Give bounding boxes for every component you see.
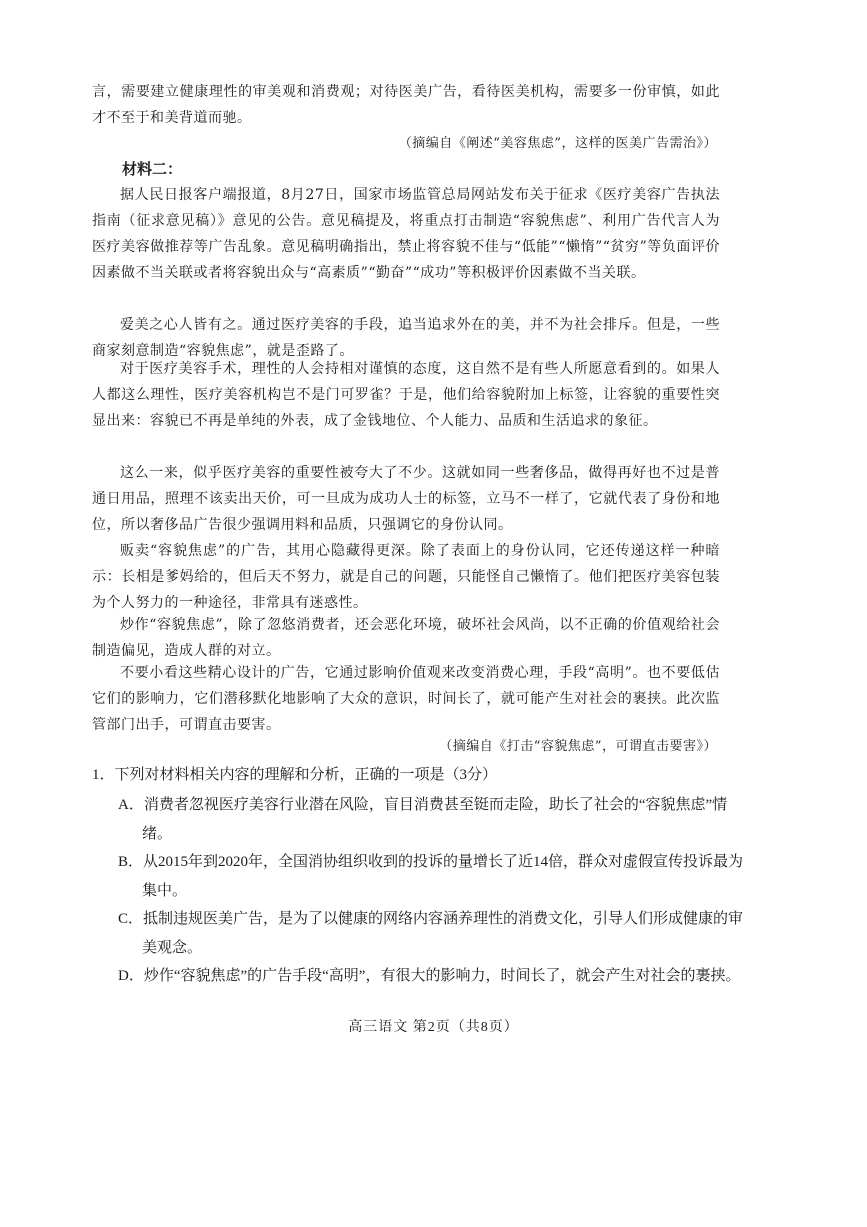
option-b: B．从2015年到2020年，全国消协组织收到的投诉的量增长了近14倍，群众对虚假宣传投诉最为集中。 xyxy=(118,854,744,899)
material2-paragraph: 这么一来，似乎医疗美容的重要性被夸大了不少。这就如同一些奢侈品，做得再好也不过是普通日用品，照理不该卖出天价，可一旦成为成功人士的标签，立马不一样了，它就代表了身份和地位，所以奢侈品广告很少强调用料和品质，只强调它的身份认同。 xyxy=(92,465,720,533)
material2-paragraph: 贩卖“容貌焦虑”的广告，其用心隐藏得更深。除了表面上的身份认同，它还传递这样一种暗示：长相是爹妈给的，但后天不努力，就是自己的问题，只能怪自己懒惰了。他们把医疗美容包装为个人努力的一种途径，非常具有迷惑性。 xyxy=(92,543,720,611)
material1-tail-text: 言，需要建立健康理性的审美观和消费观；对待医美广告，看待医美机构，需要多一份审慎，如此才不至于和美背道而驰。 xyxy=(92,84,720,126)
material1-source: （摘编自《阐述“美容焦虑”，这样的医美广告需治》） xyxy=(398,136,717,151)
material2-paragraph: 不要小看这些精心设计的广告，它通过影响价值观来改变消费心理，手段“高明”。也不要低估它们的影响力，它们潜移默化地影响了大众的意识，时间长了，就可能产生对社会的裹挟。此次监管部门出手，可谓直击要害。 xyxy=(92,665,720,733)
material2-paragraph: 据人民日报客户端报道，8月27日，国家市场监管总局网站发布关于征求《医疗美容广告执法指南（征求意见稿）》意见的公告。意见稿提及，将重点打击制造“容貌焦虑”、利用广告代言人为医疗美容做推荐等广告乱象。意见稿明确指出，禁止将容貌不佳与“低能”“懒惰”“贫穷”等负面评价因素做不当关联或者将容貌出众与“高素质”“勤奋”“成功”等积极评价因素做不当关联。 xyxy=(92,187,720,281)
option-a: A．消费者忽视医疗美容行业潜在风险，盲目消费甚至铤而走险，助长了社会的“容貌焦虑”情绪。 xyxy=(118,797,728,842)
page-footer: 高三语文 第2页（共8页） xyxy=(348,1020,519,1035)
material2-paragraph: 爱美之心人皆有之。通过医疗美容的手段，追当追求外在的美，并不为社会排斥。但是，一些商家刻意制造“容貌焦虑”，就是歪路了。 xyxy=(92,317,720,359)
question-stem: 1．下列对材料相关内容的理解和分析，正确的一项是（3分） xyxy=(92,767,498,783)
material2-source: （摘编自《打击“容貌焦虑”，可谓直击要害》） xyxy=(439,739,717,754)
option-c: C．抵制违规医美广告，是为了以健康的网络内容涵养理性的消费文化，引导人们形成健康的审美观念。 xyxy=(118,911,744,956)
material2-paragraph: 炒作“容貌焦虑”，除了忽悠消费者，还会恶化环境，破坏社会风尚，以不正确的价值观给社会制造偏见，造成人群的对立。 xyxy=(92,617,720,659)
material2-paragraph: 对于医疗美容手术，理性的人会持相对谨慎的态度，这自然不是有些人所愿意看到的。如果人人都这么理性，医疗美容机构岂不是门可罗雀？于是，他们给容貌附加上标签，让容貌的重要性突显出来：容貌已不再是单纯的外表，成了金钱地位、个人能力、品质和生活追求的象征。 xyxy=(92,361,720,429)
material2-heading: 材料二： xyxy=(122,160,183,178)
option-d: D．炒作“容貌焦虑”的广告手段“高明”，有很大的影响力，时间长了，就会产生对社会的裹挟。 xyxy=(118,968,741,984)
